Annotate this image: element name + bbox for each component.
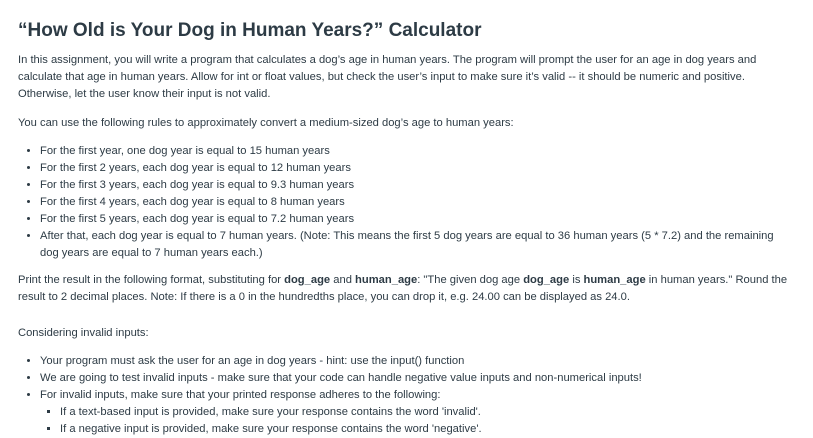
invalid-subitem: ▪ If a negative input is provided, make sure your response contains the word 'negative'. (60, 421, 795, 438)
invalid-item-text: For invalid inputs, make sure that your printed response adheres to the following: (40, 389, 441, 401)
print-text: Print the result in the following format, substituting for (18, 274, 285, 286)
rule-item: • For the first 2 years, each dog year is equal to 12 human years (40, 160, 795, 177)
print-bold-dog-age: dog_age (523, 274, 570, 286)
rule-item: • For the first 5 years, each dog year is equal to 7.2 human years (40, 211, 795, 228)
invalid-item (40, 387, 795, 438)
print-bold-human-age: human_age (355, 274, 418, 286)
rules-lead-paragraph: You can use the following rules to approximately convert a medium-sized dog’s age to human years: (18, 117, 514, 129)
invalid-inputs-list (18, 353, 795, 438)
invalid-item: • Your program must ask the user for an age in dog years - hint: use the input() function (40, 353, 795, 370)
print-text: in human years." Round the result to 2 decimal places. Note: If there is a 0 in the hundredths place, you can drop it, e.g. 24.00 can be displayed as 24.0. (18, 274, 788, 303)
print-text: and (330, 274, 356, 286)
invalid-inputs-heading: Considering invalid inputs: (18, 327, 149, 339)
rule-item: • After that, each dog year is equal to 7 human years. (Note: This means the first 5 dog years are equal to 36 human years (5 * 7.2) and the remaining dog years are equal to 7 human years each.) (40, 228, 795, 262)
print-text: is (569, 274, 584, 286)
rules-list (18, 143, 795, 262)
rule-item: • For the first year, one dog year is equal to 15 human years (40, 143, 795, 160)
rule-item: • For the first 4 years, each dog year is equal to 8 human years (40, 194, 795, 211)
page-title: “How Old is Your Dog in Human Years?” Calculator (18, 20, 482, 41)
rule-item: • For the first 3 years, each dog year is equal to 9.3 human years (40, 177, 795, 194)
intro-paragraph: In this assignment, you will write a program that calculates a dog’s age in human years. The program will prompt the user for an age in dog years and calculate that age in human years. Allow for int or float values, but check the user’s input to make sure it’s valid -- it should be numeric and positive. Otherwise, let the user know their input is not valid. (18, 54, 757, 100)
print-bold-human-age: human_age (583, 274, 646, 286)
print-bold-dog-age: dog_age (284, 274, 331, 286)
invalid-item: • We are going to test invalid inputs - make sure that your code can handle negative value inputs and non-numerical inputs! (40, 370, 795, 387)
print-format-paragraph (18, 272, 795, 306)
print-text: : "The given dog age (417, 274, 524, 286)
invalid-subitem: ▪ If a text-based input is provided, make sure your response contains the word 'invalid'. (60, 404, 795, 421)
